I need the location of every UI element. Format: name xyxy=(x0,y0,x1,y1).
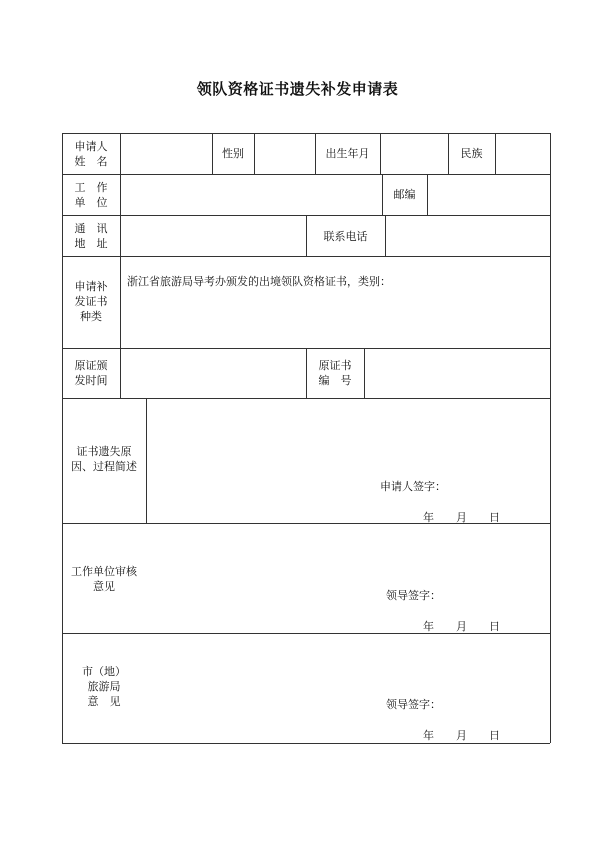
bureau-opinion-label: 市（地） 旅游局 意 见 xyxy=(82,665,126,708)
ethnicity-field[interactable] xyxy=(496,134,549,173)
gender-field[interactable] xyxy=(255,134,314,173)
phone-label: 联系电话 xyxy=(323,230,368,243)
bureau-date: 年 月 日 xyxy=(423,729,500,742)
birth-field[interactable] xyxy=(381,134,447,173)
table-border-right xyxy=(550,133,551,743)
application-form-table xyxy=(62,133,550,743)
address-field[interactable] xyxy=(121,216,305,255)
work-unit-field[interactable] xyxy=(121,175,381,214)
loss-reason-label: 证书遗失原 因、过程简述 xyxy=(71,445,137,473)
work-unit-opinion-field[interactable] xyxy=(147,524,549,632)
applicant-name-field[interactable] xyxy=(121,134,211,173)
ethnicity-label: 民族 xyxy=(460,147,483,160)
bureau-signature-label: 领导签字： xyxy=(386,698,441,711)
address-label: 通 讯 地 址 xyxy=(74,222,108,250)
table-border-bottom xyxy=(62,743,550,744)
work-unit-date: 年 月 日 xyxy=(423,620,500,633)
work-unit-label: 工 作 单 位 xyxy=(74,181,108,209)
issue-time-label: 原证颁 发时间 xyxy=(74,359,108,387)
cert-type-content: 浙江省旅游局导考办颁发的出境领队资格证书，类别： xyxy=(127,275,391,288)
applicant-name-label: 申请人 姓 名 xyxy=(74,140,108,168)
cert-number-field[interactable] xyxy=(365,349,549,397)
phone-field[interactable] xyxy=(386,216,549,255)
applicant-date: 年 月 日 xyxy=(423,511,500,524)
bureau-opinion-field[interactable] xyxy=(63,634,549,742)
applicant-signature-label: 申请人签字： xyxy=(380,480,446,493)
work-unit-opinion-label: 工作单位审核 意见 xyxy=(71,565,137,593)
cert-number-label: 原证书 编 号 xyxy=(318,359,352,387)
gender-label: 性别 xyxy=(222,147,244,160)
cert-type-label: 申请补 发证书 种类 xyxy=(74,280,108,323)
form-title: 领队资格证书遗失补发申请表 xyxy=(196,80,399,98)
issue-time-field[interactable] xyxy=(121,349,305,397)
cell-divider xyxy=(120,256,121,348)
work-unit-signature-label: 领导签字： xyxy=(386,589,441,602)
row-divider xyxy=(62,256,550,257)
loss-reason-field[interactable] xyxy=(147,399,549,522)
birth-label: 出生年月 xyxy=(325,147,370,160)
postcode-field[interactable] xyxy=(428,175,549,214)
postcode-label: 邮编 xyxy=(393,188,416,201)
